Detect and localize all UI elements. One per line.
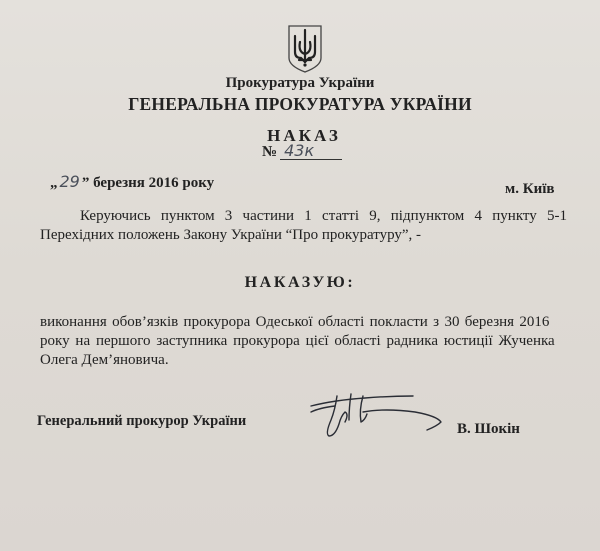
order-date — [50, 172, 214, 192]
date-close-quote: ” — [81, 175, 90, 191]
date-day-handwritten: 29 — [59, 172, 80, 191]
signer-name: В. Шокін — [457, 421, 520, 437]
signature-icon — [305, 390, 450, 442]
trident-emblem-icon — [286, 24, 324, 74]
city: м. Київ — [505, 181, 555, 197]
organization-title: ГЕНЕРАЛЬНА ПРОКУРАТУРА УКРАЇНИ — [128, 94, 472, 114]
date-month-year: березня 2016 року — [93, 175, 215, 191]
resolve-heading: НАКАЗУЮ: — [244, 274, 356, 291]
body-line-1: виконання обов’язків прокурора Одеської області покласти з 30 березня 2016 — [40, 314, 550, 330]
order-number-handwritten: 43к — [280, 143, 342, 160]
order-title: НАКАЗ — [267, 126, 341, 145]
order-number — [262, 143, 342, 161]
body-line-2: року на першого заступника прокурора цієї області радника юстиції Жученка — [40, 333, 555, 349]
signer-title: Генеральний прокурор України — [37, 413, 247, 429]
organization-subtitle: Прокуратура України — [225, 75, 375, 91]
body-line-3: Олега Дем’яновича. — [40, 352, 169, 368]
preamble-line-1: Керуючись пунктом 3 частини 1 статті 9, підпунктом 4 пункту 5-1 — [80, 208, 568, 224]
preamble-line-2: Перехідних положень Закону України “Про прокуратуру”, - — [40, 227, 422, 243]
date-open-quote: „ — [50, 175, 58, 191]
order-number-label: № — [262, 144, 278, 160]
